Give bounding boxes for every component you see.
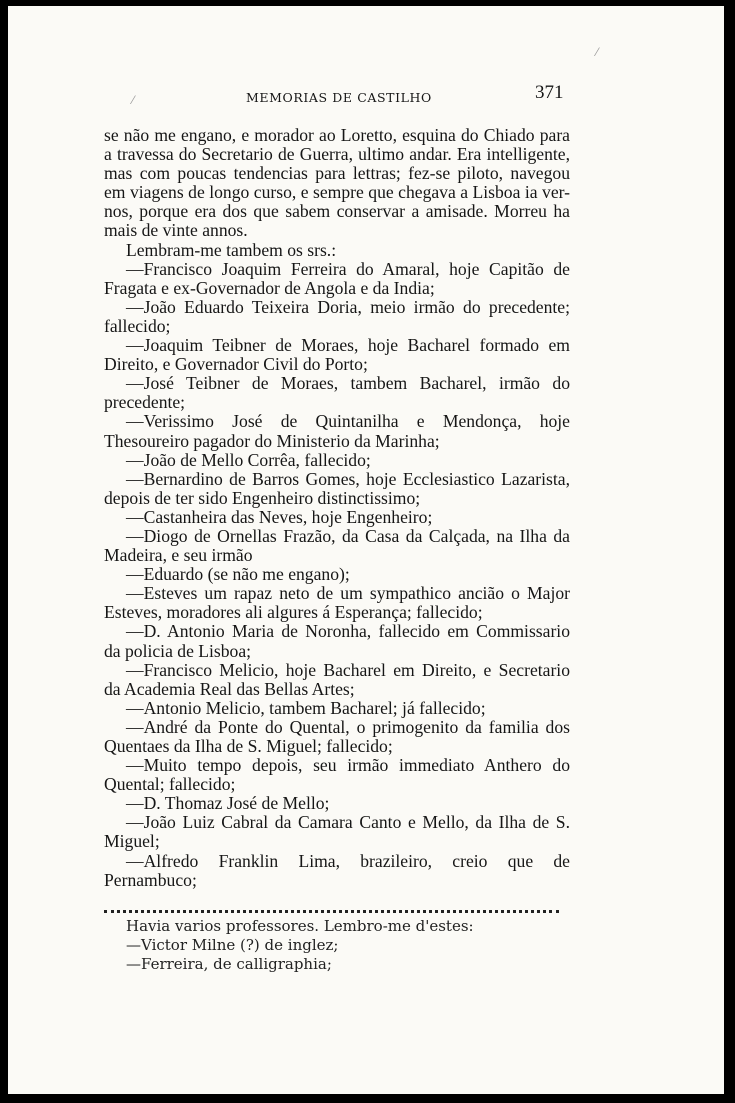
list-entry: —João Luiz Cabral da Camara Canto e Mello, da Ilha de S. Miguel; <box>104 812 570 852</box>
book-page <box>8 6 724 1094</box>
paragraph: Lembram-me tambem os srs.: <box>126 239 337 260</box>
list-entry: —Alfredo Franklin Lima, brazileiro, creio que de Pernambuco; <box>104 850 570 890</box>
list-entry: —Francisco Joaquim Ferreira do Amaral, hoje Capitão de Fragata e ex-Governador de Angola e da India; <box>104 258 570 298</box>
list-entry: —Esteves um rapaz neto de um sympathico ancião o Major Esteves, moradores ali algures á Esperança; fallecido; <box>104 583 570 623</box>
margin-mark: ⁄ <box>132 94 134 107</box>
margin-mark: ⁄ <box>596 46 598 59</box>
list-entry: —Diogo de Ornellas Frazão, da Casa da Calçada, na Ilha da Madeira, e seu irmão <box>104 525 570 566</box>
list-entry: —Victor Milne (?) de inglez; <box>126 935 339 954</box>
paragraph: Havia varios professores. Lembro-me d'estes: <box>126 916 474 935</box>
list-entry: —D. Antonio Maria de Noronha, fallecido em Commissario da policia de Lisboa; <box>104 621 570 661</box>
paragraph: se não me engano, e morador ao Loretto, esquina do Chiado para a travessa do Secretario de Guerra, ultimo andar. Era intelligente, mas com poucas tendencias para lettras; fez-se piloto, navegou em viagens de longo curso, e sempre que chegava a Lisboa ia ver-nos, porque era dos que sabem conservar a amisade. Morreu ha mais de vinte annos. <box>104 125 570 241</box>
later-text <box>104 917 570 974</box>
list-entry: —Verissimo José de Quintanilha e Mendonça, hoje Thesoureiro pagador do Ministerio da Marinha; <box>104 411 570 451</box>
list-entry: —João de Mello Corrêa, fallecido; <box>126 449 371 470</box>
list-entry: —Ferreira, de calligraphia; <box>126 954 332 973</box>
list-entry: —Muito tempo depois, seu irmão immediato Anthero do Quental; fallecido; <box>104 755 570 795</box>
list-entry: —Castanheira das Neves, hoje Engenheiro; <box>126 506 433 527</box>
list-entry: —João Eduardo Teixeira Doria, meio irmão do precedente; fallecido; <box>104 296 570 336</box>
dotted-separator <box>104 900 559 913</box>
list-entry: —Joaquim Teibner de Moraes, hoje Bacharel formado em Direito, e Governador Civil do Porto; <box>104 335 570 375</box>
list-entry: —Francisco Melicio, hoje Bacharel em Direito, e Secretario da Academia Real das Bellas Artes; <box>104 659 570 699</box>
page-number: 371 <box>535 82 564 103</box>
body-text <box>104 126 570 974</box>
running-head <box>8 82 724 108</box>
running-title: MEMORIAS DE CASTILHO <box>246 90 432 105</box>
list-entry: —D. Thomaz José de Mello; <box>126 793 330 814</box>
list-entry: —Bernardino de Barros Gomes, hoje Ecclesiastico Lazarista, depois de ter sido Engenheiro distinctissimo; <box>104 468 570 508</box>
list-entry: —Antonio Melicio, tambem Bacharel; já fallecido; <box>126 697 486 718</box>
list-entry: —Eduardo (se não me engano); <box>126 564 350 585</box>
list-entry: —André da Ponte do Quental, o primogenito da familia dos Quentaes da Ilha de S. Miguel; fallecido; <box>104 716 570 756</box>
list-entry: —José Teibner de Moraes, tambem Bacharel, irmão do precedente; <box>104 373 570 413</box>
